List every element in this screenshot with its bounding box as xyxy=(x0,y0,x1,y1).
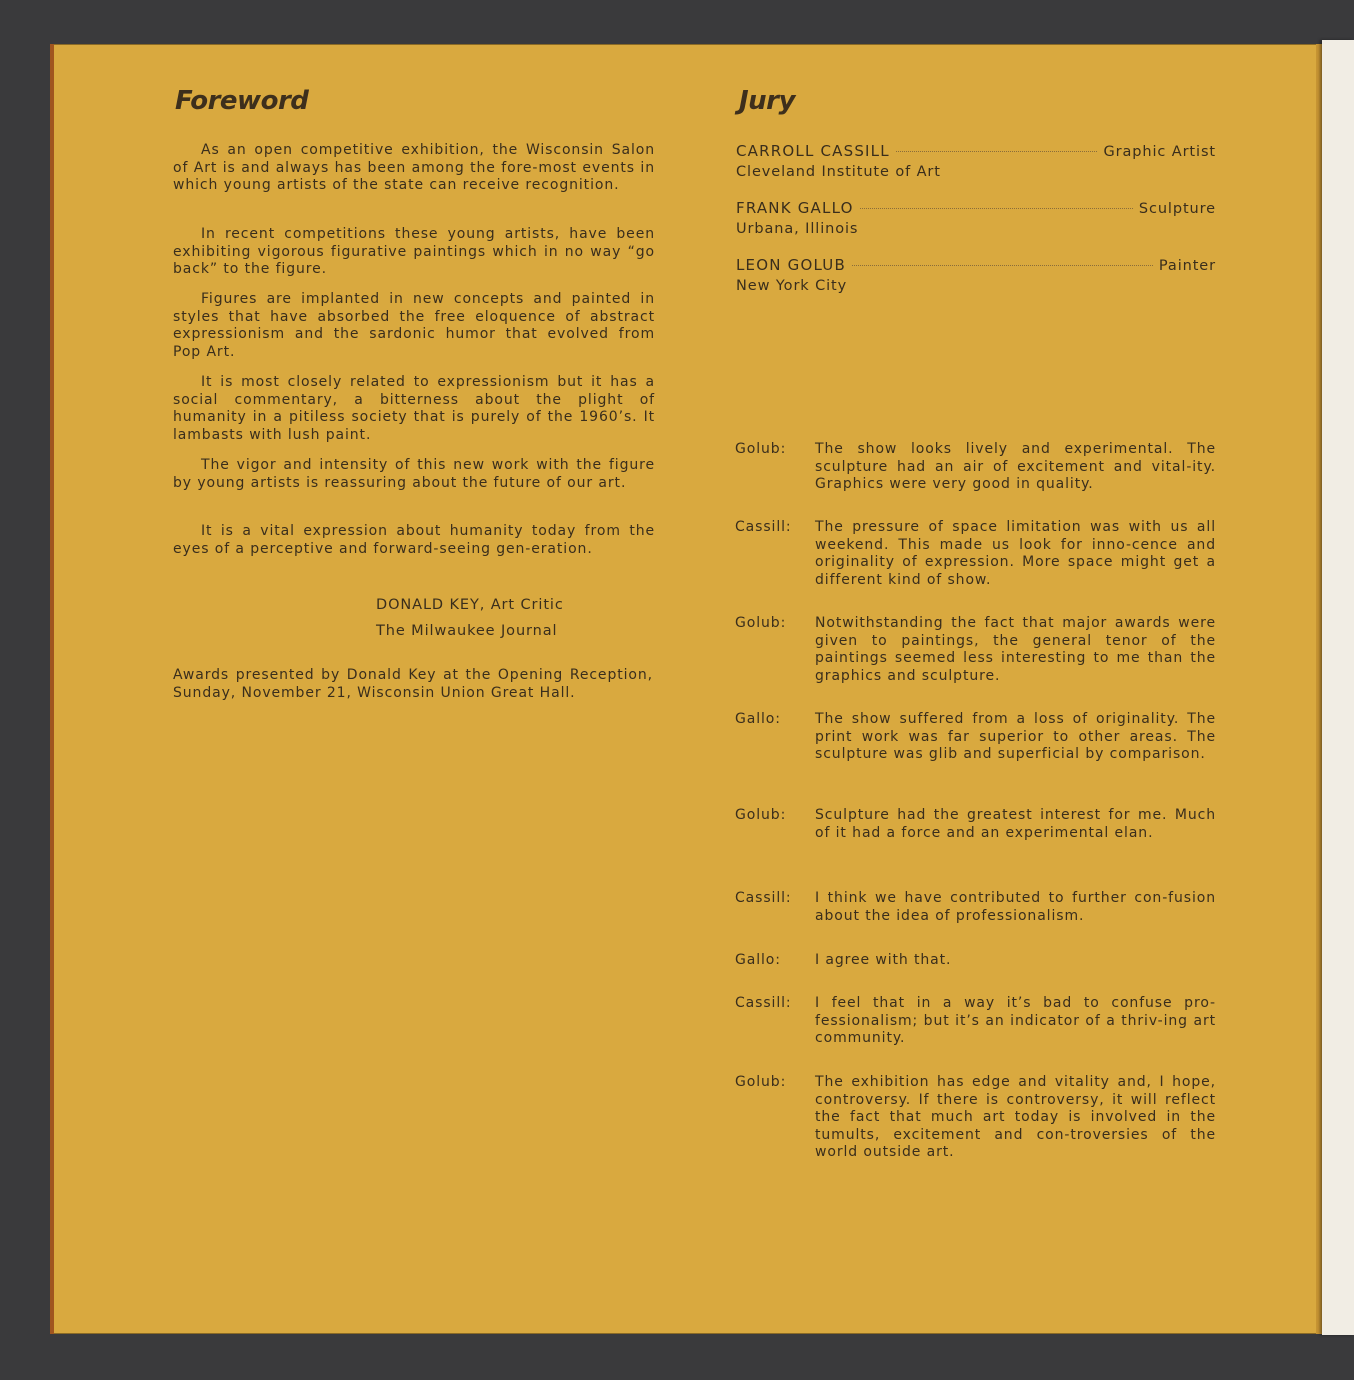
comment-text: Sculpture had the greatest interest for me. Much of it had a force and an experimental elan. xyxy=(815,807,1216,841)
leader-dots xyxy=(852,265,1153,266)
comment-text: The show looks lively and experimental. The sculpture had an air of excitement and vital-ity. Graphics were very good in quality. xyxy=(815,441,1216,492)
jury-member-role: Sculpture xyxy=(1138,201,1216,217)
comment-speaker: Cassill: xyxy=(735,995,792,1011)
comment-text: The exhibition has edge and vitality and, I hope, controversy. If there is controversy, it will reflect the fact that much art today is involved in the tumults, excitement and con-troversies of the world outside art. xyxy=(815,1074,1216,1160)
jury-comment xyxy=(735,711,1216,764)
awards-note: Awards presented by Donald Key at the Opening Reception, Sunday, November 21, Wisconsin Union Great Hall. xyxy=(173,667,653,701)
jury-member xyxy=(736,142,1216,180)
jury-comment xyxy=(735,807,1216,842)
jury-member-location: New York City xyxy=(736,278,848,294)
comment-speaker: Gallo: xyxy=(735,711,781,727)
jury-comment xyxy=(735,995,1216,1048)
jury-member-name: LEON GOLUB xyxy=(736,256,846,274)
signature-affiliation: The Milwaukee Journal xyxy=(376,623,558,639)
jury-comment xyxy=(735,1074,1216,1162)
jury-member-location: Cleveland Institute of Art xyxy=(736,164,941,180)
comment-speaker: Golub: xyxy=(735,807,787,823)
comment-speaker: Golub: xyxy=(735,615,787,631)
foreword-paragraph-6: It is a vital expression about humanity today from the eyes of a perceptive and forward-seeing gen-eration. xyxy=(173,523,655,557)
comment-text: The pressure of space limitation was with us all weekend. This made us look for inno-cence and originality of expression. More space might get a different kind of show. xyxy=(815,519,1216,588)
comment-speaker: Golub: xyxy=(735,441,787,457)
foreword-paragraph-1: As an open competitive exhibition, the Wisconsin Salon of Art is and always has been among the fore-most events in which young artists of the state can receive recognition. xyxy=(173,142,655,193)
foreword-paragraph-5: The vigor and intensity of this new work with the figure by young artists is reassuring about the future of our art. xyxy=(173,457,655,491)
comment-text: The show suffered from a loss of originality. The print work was far superior to other areas. The sculpture was glib and superficial by comparison. xyxy=(815,711,1216,762)
comment-speaker: Cassill: xyxy=(735,519,792,535)
foreword-title: Foreword xyxy=(175,86,309,116)
jury-comment xyxy=(735,519,1216,589)
leader-dots xyxy=(896,151,1098,152)
comment-speaker: Gallo: xyxy=(735,952,781,968)
jury-comment xyxy=(735,952,1216,970)
jury-member-role: Painter xyxy=(1158,258,1216,274)
comment-text: Notwithstanding the fact that major awards were given to paintings, the general tenor of the paintings seemed less interesting to me than the graphics and sculpture. xyxy=(815,615,1216,684)
comment-text: I agree with that. xyxy=(815,952,952,968)
jury-member-name: FRANK GALLO xyxy=(736,199,854,217)
jury-comment xyxy=(735,441,1216,494)
comment-speaker: Golub: xyxy=(735,1074,787,1090)
next-page-edge xyxy=(1322,40,1354,1335)
jury-comment xyxy=(735,890,1216,925)
signature-name: DONALD KEY, Art Critic xyxy=(376,597,564,613)
foreword-paragraph-2: In recent competitions these young artists, have been exhibiting vigorous figurative paintings which in no way “go back” to the figure. xyxy=(173,226,655,277)
jury-member xyxy=(736,199,1216,237)
foreword-paragraph-3: Figures are implanted in new concepts and painted in styles that have absorbed the free eloquence of abstract expressionism and the sardonic humor that evolved from Pop Art. xyxy=(173,291,655,360)
jury-title: Jury xyxy=(739,86,795,116)
comment-text: I feel that in a way it’s bad to confuse pro-fessionalism; but it’s an indicator of a thriv-ing art community. xyxy=(815,995,1216,1046)
jury-comment xyxy=(735,615,1216,685)
jury-member xyxy=(736,256,1216,294)
comment-speaker: Cassill: xyxy=(735,890,792,906)
leader-dots xyxy=(860,208,1133,209)
jury-member-location: Urbana, Illinois xyxy=(736,221,859,237)
page-edge xyxy=(50,44,54,1334)
jury-member-name: CARROLL CASSILL xyxy=(736,142,890,160)
jury-member-role: Graphic Artist xyxy=(1103,144,1216,160)
comment-text: I think we have contributed to further con-fusion about the idea of professionalism. xyxy=(815,890,1216,924)
foreword-paragraph-4: It is most closely related to expressionism but it has a social commentary, a bitterness about the plight of humanity in a pitiless society that is purely of the 1960’s. It lambasts with lush paint. xyxy=(173,374,655,443)
